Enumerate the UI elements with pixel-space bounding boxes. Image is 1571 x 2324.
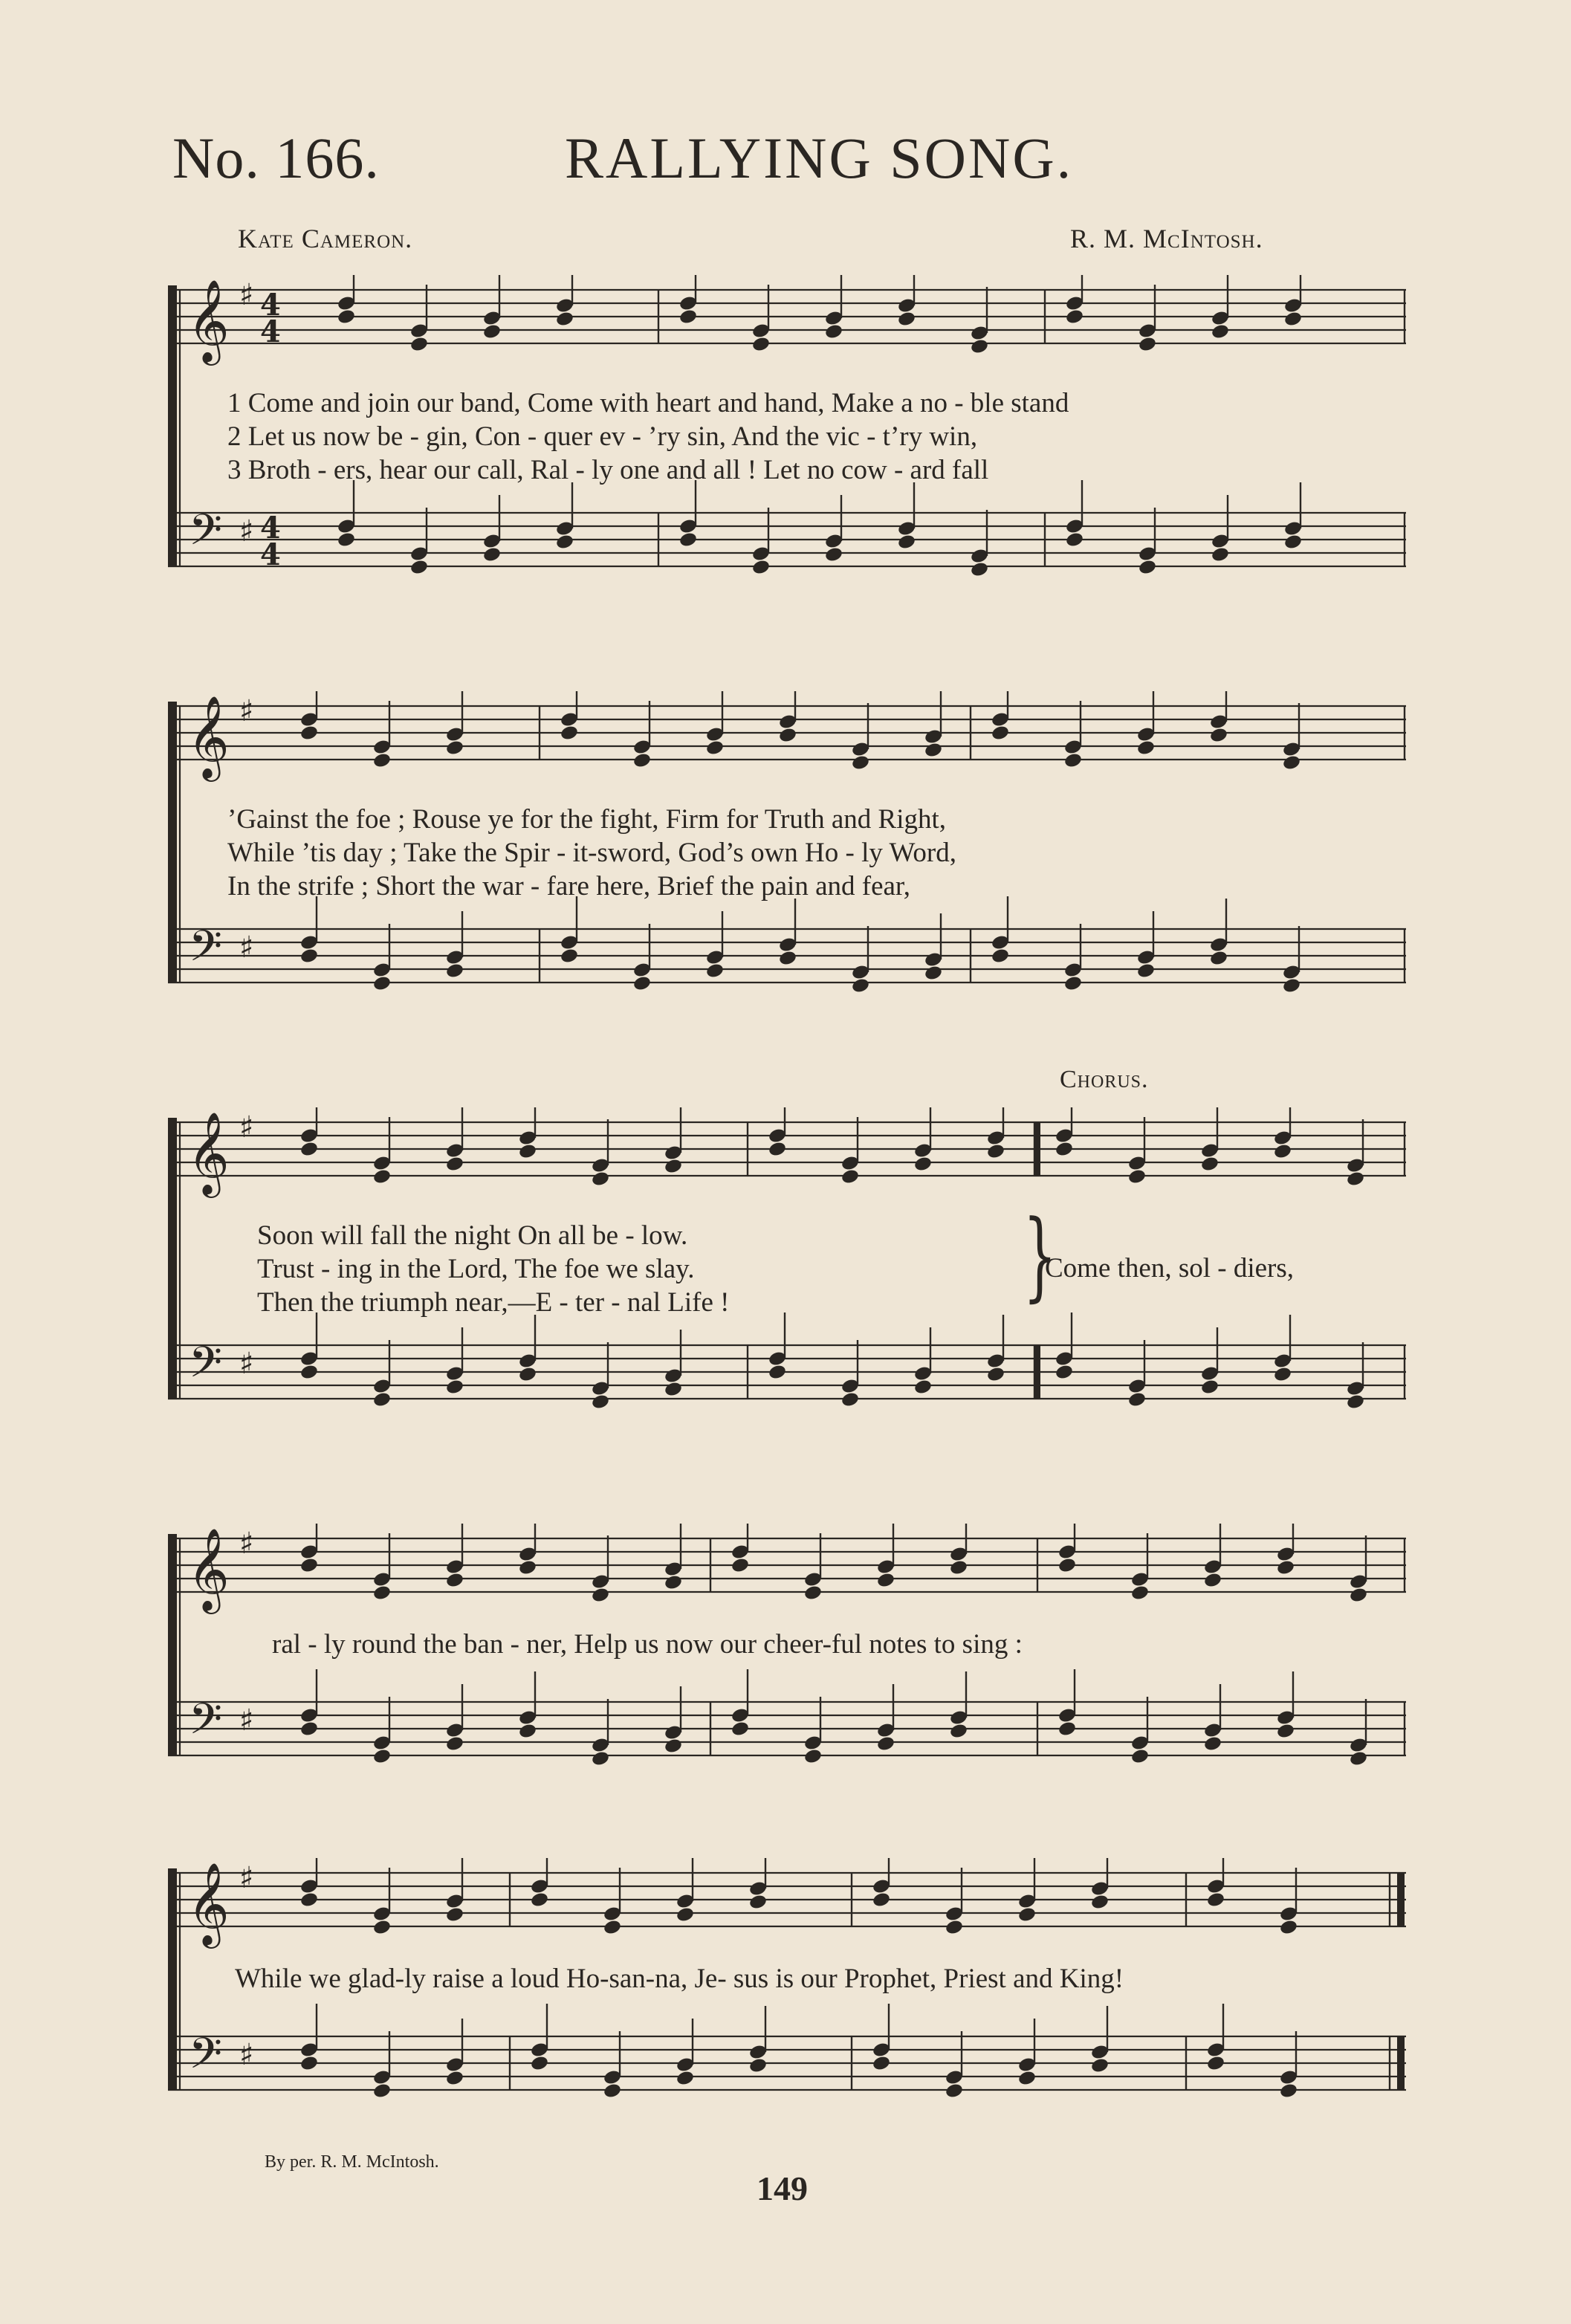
- system-1-treble-notehead: [897, 311, 916, 328]
- score-staves-5: [168, 1858, 1406, 2140]
- permission-note: By per. R. M. McIntosh.: [265, 2152, 439, 2172]
- lyric-line: 3 Broth - ers, hear our call, Ral - ly one and all ! Let no cow - ard fall: [227, 455, 989, 485]
- system-2-bass-notehead: [1136, 962, 1156, 980]
- system-2-bass-notehead: [991, 948, 1010, 965]
- system-1-bass-notehead: [751, 559, 771, 576]
- music-system-5: [168, 1858, 1406, 2140]
- lyric-line: While ’tis day ; Take the Spir - it-sword, God’s own Ho - ly Word,: [227, 838, 956, 868]
- system-4-bass-notehead: [803, 1748, 823, 1765]
- score-staves-4: [168, 1524, 1406, 1806]
- system-3-bass-notehead: [986, 1366, 1005, 1383]
- hymn-title: RALLYING SONG.: [565, 126, 1074, 190]
- system-2-treble-notehead: [924, 742, 943, 759]
- system-5-sharp: ♯: [239, 2038, 254, 2072]
- system-1-bass-notehead: [1211, 546, 1230, 563]
- system-2-sharp: ♯: [239, 694, 254, 728]
- lyric-line: While we glad-ly raise a loud Ho-san-na, Je- sus is our Prophet, Priest and King!: [235, 1964, 1124, 1994]
- system-1-treble-notehead: [555, 311, 574, 328]
- system-4-treble-clef: 𝄞: [187, 1527, 230, 1611]
- system-4-bass-notehead: [1057, 1721, 1077, 1738]
- chorus-lyrics-4: [272, 1628, 1431, 1661]
- system-3-treble-notehead: [1127, 1168, 1147, 1185]
- system-5-treble-notehead: [1206, 1891, 1225, 1909]
- system-4-treble-notehead: [299, 1557, 319, 1574]
- system-1-bass-notehead: [1283, 534, 1303, 551]
- system-5-treble-notehead: [299, 1891, 319, 1909]
- verse-lyrics-1: [227, 386, 1387, 487]
- system-4-bass-notehead: [1203, 1735, 1222, 1752]
- system-5-bass-notehead: [945, 2082, 964, 2100]
- system-4-treble-notehead: [1276, 1559, 1295, 1576]
- system-4-bass-notehead: [876, 1735, 895, 1752]
- system-2-treble-notehead: [1209, 727, 1228, 744]
- system-3-treble-notehead: [664, 1158, 683, 1175]
- system-3-bass-notehead: [1200, 1379, 1219, 1396]
- system-5-bass-notehead: [1279, 2082, 1298, 2100]
- system-3-treble-notehead: [768, 1141, 787, 1158]
- system-3-treble-notehead: [299, 1141, 319, 1158]
- system-1-bass-notehead: [482, 546, 502, 563]
- system-5-bass-notehead: [372, 2082, 392, 2100]
- system-2-bass-notehead: [851, 977, 870, 994]
- system-4-bass-notehead: [949, 1723, 968, 1740]
- system-5-final-barline: [1397, 2036, 1405, 2090]
- system-5-bracket: [168, 1868, 177, 2090]
- system-5-treble-notehead: [872, 1891, 891, 1909]
- system-3-bass-notehead: [1273, 1366, 1292, 1383]
- system-4-treble-notehead: [731, 1557, 750, 1574]
- system-2-treble-clef: 𝄞: [187, 695, 230, 778]
- system-1-bass-notehead: [409, 559, 429, 576]
- lyricist-credit: Kate Cameron.: [238, 224, 413, 253]
- system-3-bass-notehead: [768, 1364, 787, 1381]
- system-1-treble-notehead: [337, 308, 356, 326]
- system-5-bass-notehead: [445, 2070, 464, 2087]
- system-5-treble-notehead: [530, 1891, 549, 1909]
- system-1-time-signature: 4: [260, 537, 281, 572]
- system-5-bass-notehead: [872, 2055, 891, 2072]
- system-3-treble-notehead: [591, 1171, 610, 1188]
- lyric-line: ’Gainst the foe ; Rouse ye for the fight, Firm for Truth and Right,: [227, 804, 947, 835]
- system-3-bass-notehead: [1127, 1391, 1147, 1408]
- system-5-bass-notehead: [530, 2055, 549, 2072]
- system-4-treble-notehead: [803, 1585, 823, 1602]
- system-3-bracket: [168, 1118, 177, 1399]
- system-5-treble-notehead: [676, 1906, 695, 1923]
- system-4-treble-notehead: [445, 1572, 464, 1589]
- system-1-time-signature: 4: [260, 511, 281, 546]
- verse-brace: }: [1023, 1199, 1057, 1312]
- system-4-treble-notehead: [876, 1572, 895, 1589]
- chorus-label: Chorus.: [1060, 1066, 1149, 1093]
- system-3-bass-notehead: [913, 1379, 933, 1396]
- system-4-bass-clef: 𝄢: [189, 1694, 223, 1755]
- system-5-treble-notehead: [945, 1919, 964, 1936]
- system-4-sharp: ♯: [239, 1703, 254, 1738]
- system-2-bass-notehead: [924, 965, 943, 982]
- hymn-number: No. 166.: [172, 126, 380, 190]
- system-2-bass-clef: 𝄢: [189, 921, 223, 982]
- system-3-sharp: ♯: [239, 1110, 254, 1145]
- system-5-bass-notehead: [1206, 2055, 1225, 2072]
- system-4-bass-notehead: [664, 1738, 683, 1755]
- system-1-bass-notehead: [824, 546, 843, 563]
- system-1-bass-notehead: [1065, 531, 1084, 548]
- lyric-line: In the strife ; Short the war - fare here, Brief the pain and fear,: [227, 871, 911, 902]
- lyric-line: 2 Let us now be - gin, Con - quer ev - ’ry sin, And the vic - t’ry win,: [227, 421, 978, 452]
- system-3-treble-notehead: [1346, 1171, 1365, 1188]
- system-5-bass-notehead: [603, 2082, 622, 2100]
- system-2-bass-notehead: [1063, 975, 1083, 992]
- system-2-bass-notehead: [632, 975, 652, 992]
- system-4-treble-notehead: [518, 1559, 537, 1576]
- system-4-treble-notehead: [372, 1585, 392, 1602]
- system-1-treble-notehead: [824, 323, 843, 340]
- system-1-bass-notehead: [555, 534, 574, 551]
- system-1-treble-notehead: [970, 338, 989, 355]
- system-4-treble-notehead: [1130, 1585, 1150, 1602]
- system-5-sharp: ♯: [239, 1861, 254, 1895]
- system-5-treble-notehead: [748, 1894, 768, 1911]
- system-5-treble-clef: 𝄞: [187, 1862, 230, 1945]
- system-4-bass-notehead: [372, 1748, 392, 1765]
- music-system-4: [168, 1524, 1406, 1806]
- chorus-lyrics-5: [235, 1962, 1394, 1996]
- system-1-treble-notehead: [482, 323, 502, 340]
- system-1-bass-notehead: [970, 561, 989, 578]
- system-2-bass-notehead: [299, 948, 319, 965]
- system-1-treble-notehead: [1138, 336, 1157, 353]
- lyric-line: Soon will fall the night On all be - low.: [257, 1220, 688, 1251]
- system-5-bass-notehead: [299, 2055, 319, 2072]
- system-5-treble-notehead: [1090, 1894, 1110, 1911]
- system-3-treble-notehead: [1273, 1143, 1292, 1160]
- system-1-bass-clef: 𝄢: [189, 505, 223, 566]
- system-5-bass-notehead: [1090, 2057, 1110, 2074]
- system-3-treble-notehead: [445, 1156, 464, 1173]
- system-4-bass-notehead: [1276, 1723, 1295, 1740]
- system-2-treble-notehead: [705, 739, 725, 757]
- system-5-bass-notehead: [676, 2070, 695, 2087]
- system-5-treble-notehead: [445, 1906, 464, 1923]
- system-4-treble-notehead: [1203, 1572, 1222, 1589]
- system-5-bass-notehead: [748, 2057, 768, 2074]
- chorus-lyric: Come then, sol - diers,: [1045, 1253, 1295, 1284]
- system-3-treble-notehead: [518, 1143, 537, 1160]
- system-3-bass-clef: 𝄢: [189, 1337, 223, 1398]
- system-3-bass-notehead: [840, 1391, 860, 1408]
- system-4-treble-notehead: [664, 1574, 683, 1591]
- system-1-time-signature: 4: [260, 314, 281, 349]
- system-2-treble-notehead: [632, 752, 652, 769]
- system-3-treble-notehead: [986, 1143, 1005, 1160]
- system-4-bracket: [168, 1534, 177, 1755]
- system-2-treble-notehead: [991, 725, 1010, 742]
- system-1-treble-notehead: [1211, 323, 1230, 340]
- verse-lyrics-2: [227, 803, 1387, 903]
- system-2-treble-notehead: [778, 727, 797, 744]
- lyric-line: ral - ly round the ban - ner, Help us now our cheer-ful notes to sing :: [272, 1629, 1023, 1660]
- system-3-bass-notehead: [1055, 1364, 1074, 1381]
- system-2-treble-notehead: [851, 754, 870, 771]
- system-2-treble-notehead: [372, 752, 392, 769]
- system-3-treble-clef: 𝄞: [187, 1111, 230, 1194]
- system-5-treble-notehead: [603, 1919, 622, 1936]
- system-5-bass-notehead: [1017, 2070, 1037, 2087]
- system-4-treble-notehead: [1349, 1587, 1368, 1604]
- system-3-bass-notehead: [299, 1364, 319, 1381]
- system-1-bass-notehead: [337, 531, 356, 548]
- system-3-bass-notehead: [1346, 1394, 1365, 1411]
- system-4-treble-notehead: [591, 1587, 610, 1604]
- system-4-bass-notehead: [1349, 1750, 1368, 1767]
- system-2-bass-notehead: [1209, 950, 1228, 967]
- system-5-bass-clef: 𝄢: [189, 2028, 223, 2089]
- system-2-bass-notehead: [445, 962, 464, 980]
- system-4-treble-notehead: [1057, 1557, 1077, 1574]
- system-1-sharp: ♯: [239, 514, 254, 548]
- system-2-treble-notehead: [1136, 739, 1156, 757]
- system-3-sharp: ♯: [239, 1347, 254, 1381]
- system-3-bass-notehead: [445, 1379, 464, 1396]
- system-1-bass-notehead: [678, 531, 698, 548]
- system-3-bass-notehead: [591, 1394, 610, 1411]
- system-2-bass-notehead: [1282, 977, 1301, 994]
- system-4-bass-notehead: [299, 1721, 319, 1738]
- system-3-bass-notehead: [372, 1391, 392, 1408]
- system-1-bass-notehead: [897, 534, 916, 551]
- system-1-treble-clef: 𝄞: [187, 279, 230, 362]
- system-4-bass-notehead: [518, 1723, 537, 1740]
- system-4-bass-notehead: [731, 1721, 750, 1738]
- system-4-sharp: ♯: [239, 1527, 254, 1561]
- page-number: 149: [757, 2169, 808, 2207]
- music-system-3: [168, 1066, 1406, 1449]
- system-2-bracket: [168, 702, 177, 983]
- system-2-treble-notehead: [445, 739, 464, 757]
- system-1-bass-notehead: [1138, 559, 1157, 576]
- system-3-treble-notehead: [913, 1156, 933, 1173]
- system-3-treble-notehead: [372, 1168, 392, 1185]
- system-1-treble-notehead: [678, 308, 698, 326]
- system-2-bass-notehead: [372, 975, 392, 992]
- system-3-bass-notehead: [518, 1366, 537, 1383]
- lyric-line: Then the triumph near,—E - ter - nal Life !: [257, 1287, 730, 1318]
- system-3-chorus-barline: [1034, 1345, 1040, 1399]
- system-2-treble-notehead: [560, 725, 579, 742]
- system-3-treble-notehead: [840, 1168, 860, 1185]
- system-1-treble-notehead: [1283, 311, 1303, 328]
- composer-credit: R. M. McIntosh.: [1070, 224, 1263, 253]
- system-1-treble-notehead: [409, 336, 429, 353]
- system-4-bass-notehead: [1130, 1748, 1150, 1765]
- system-4-treble-notehead: [949, 1559, 968, 1576]
- system-2-bass-notehead: [778, 950, 797, 967]
- system-2-bass-notehead: [560, 948, 579, 965]
- music-system-2: [168, 691, 1406, 1033]
- system-5-treble-notehead: [372, 1919, 392, 1936]
- system-1-sharp: ♯: [239, 278, 254, 312]
- system-3-treble-notehead: [1200, 1156, 1219, 1173]
- lyric-line: Trust - ing in the Lord, The foe we slay.: [257, 1254, 695, 1284]
- system-4-bass-notehead: [445, 1735, 464, 1752]
- system-3-chorus-barline: [1034, 1122, 1040, 1176]
- system-1-bracket: [168, 285, 177, 566]
- system-1-time-signature: 4: [260, 288, 281, 323]
- system-2-sharp: ♯: [239, 930, 254, 965]
- system-5-final-barline: [1397, 1873, 1405, 1926]
- system-2-treble-notehead: [299, 725, 319, 742]
- system-5-treble-notehead: [1279, 1919, 1298, 1936]
- system-1-treble-notehead: [1065, 308, 1084, 326]
- system-5-treble-notehead: [1017, 1906, 1037, 1923]
- system-2-bass-notehead: [705, 962, 725, 980]
- system-1-treble-notehead: [751, 336, 771, 353]
- system-3-bass-notehead: [664, 1381, 683, 1398]
- system-3-treble-notehead: [1055, 1141, 1074, 1158]
- system-2-treble-notehead: [1063, 752, 1083, 769]
- music-system-1: [168, 275, 1406, 617]
- system-4-bass-notehead: [591, 1750, 610, 1767]
- system-2-treble-notehead: [1282, 754, 1301, 771]
- lyric-line: 1 Come and join our band, Come with heart and hand, Make a no - ble stand: [227, 388, 1069, 418]
